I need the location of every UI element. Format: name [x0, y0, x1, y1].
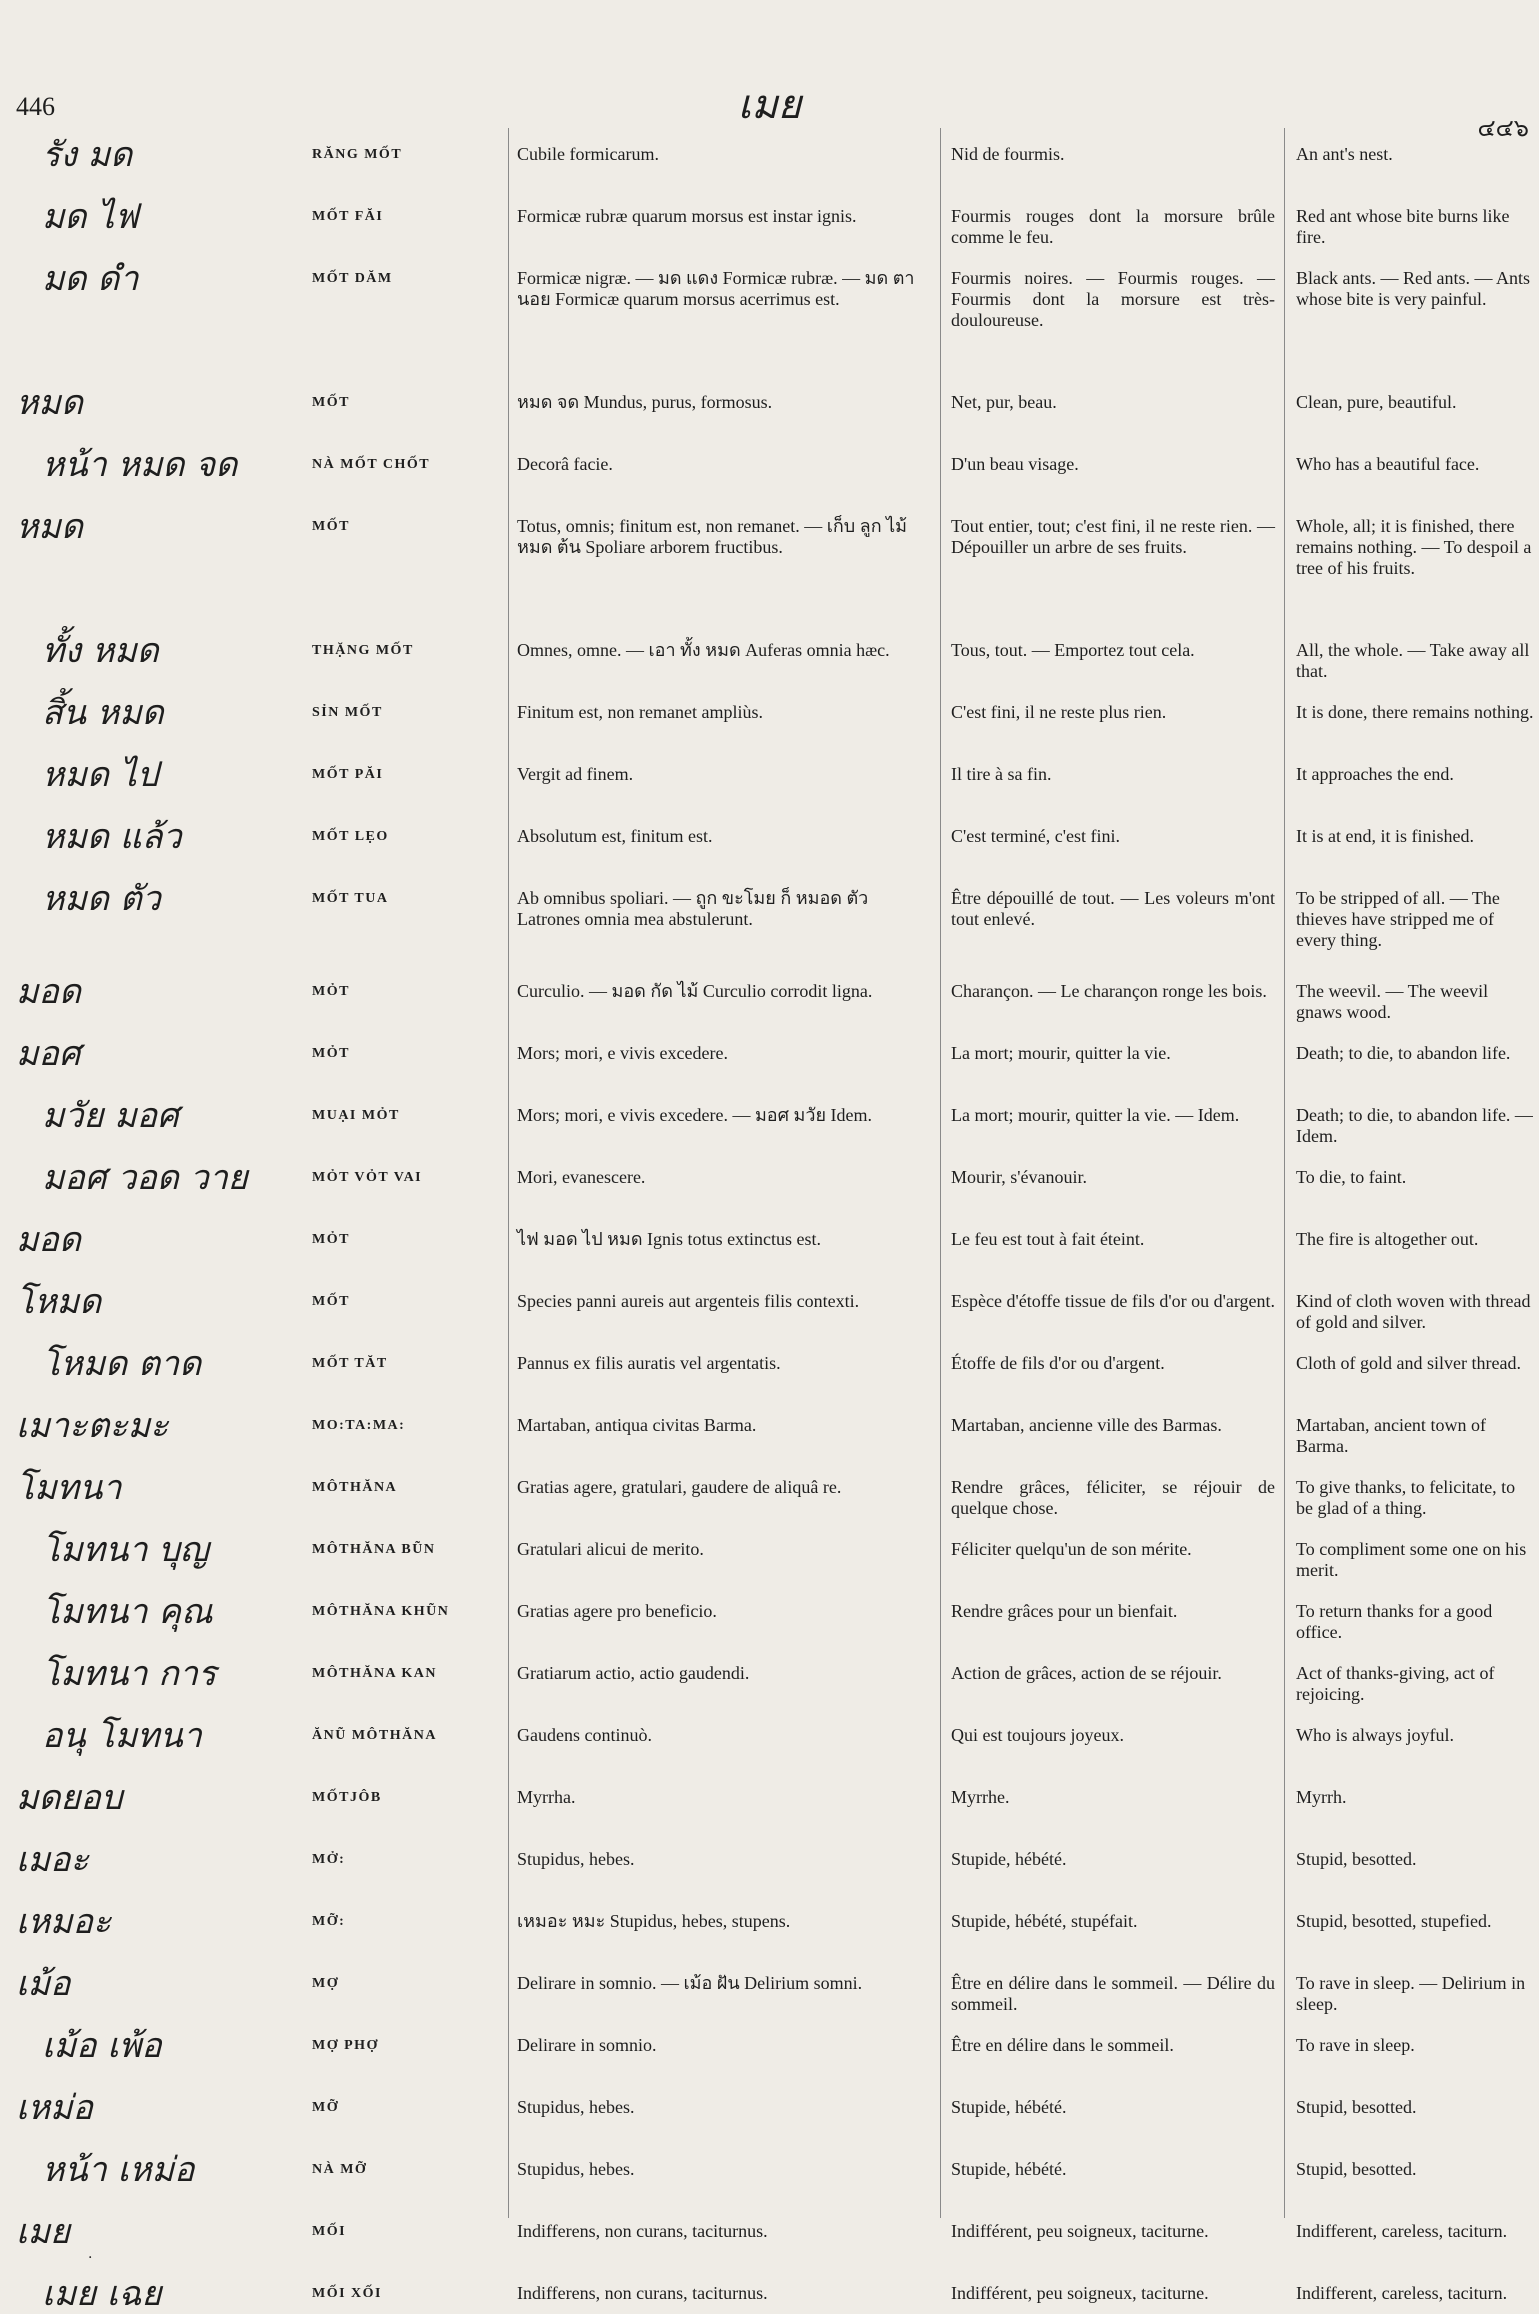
english-definition: Stupid, besotted.	[1296, 1849, 1417, 1869]
english-definition: It is done, there remains nothing.	[1296, 702, 1534, 722]
latin-definition: Mors; mori, e vivis excedere. — มอศ มวัย Idem.	[517, 1105, 873, 1125]
french-definition: Qui est toujours joyeux.	[951, 1725, 1124, 1745]
romanization: NÀ MỠ	[312, 2162, 368, 2177]
latin-definition: Delirare in somnio. — เม้อ ฝัน Delirium somni.	[517, 1973, 863, 1993]
english-definition: Indifferent, careless, taciturn.	[1296, 2221, 1508, 2241]
romanization: MỐT LẸO	[312, 829, 389, 844]
romanization: MỐT	[312, 395, 350, 410]
page-header-title: เมย	[737, 82, 802, 128]
thai-headword: โมทนา การ	[42, 1654, 217, 1694]
french-definition: Stupide, hébété.	[951, 2097, 1067, 2117]
english-definition: Stupid, besotted, stupefied.	[1296, 1911, 1492, 1931]
english-definition: Kind of cloth woven with thread of gold and silver.	[1296, 1291, 1531, 1332]
french-definition: Rendre grâces pour un bienfait.	[951, 1601, 1178, 1621]
english-definition: Who has a beautiful face.	[1296, 454, 1480, 474]
french-definition: Espèce d'étoffe tissue de fils d'or ou d'argent.	[951, 1291, 1275, 1311]
latin-definition: Indifferens, non curans, taciturnus.	[517, 2283, 768, 2303]
english-definition: To compliment some one on his merit.	[1296, 1539, 1527, 1580]
latin-definition: Gaudens continuò.	[517, 1725, 652, 1745]
thai-headword: มอด	[16, 1220, 81, 1260]
thai-headword: อนุ โมทนา	[42, 1716, 202, 1756]
french-definition: Myrrhe.	[951, 1787, 1010, 1807]
latin-definition: Decorâ facie.	[517, 454, 613, 474]
thai-headword: เมอะ	[16, 1840, 89, 1880]
thai-headword: มอศ	[16, 1034, 81, 1074]
english-definition: To rave in sleep. — Delirium in sleep.	[1296, 1973, 1526, 2014]
french-definition: Tous, tout. — Emportez tout cela.	[951, 640, 1195, 660]
column-divider-french	[940, 128, 941, 2218]
latin-definition: Stupidus, hebes.	[517, 1849, 635, 1869]
column-divider-english	[1284, 128, 1285, 2218]
english-definition: The fire is altogether out.	[1296, 1229, 1479, 1249]
french-definition: Être en délire dans le sommeil.	[951, 2035, 1174, 2055]
latin-definition: Omnes, omne. — เอา ทั้ง หมด Auferas omnia hæc.	[517, 640, 890, 660]
latin-definition: Species panni aureis aut argenteis filis contexti.	[517, 1291, 860, 1311]
french-definition: Martaban, ancienne ville des Barmas.	[951, 1415, 1222, 1435]
french-definition: Féliciter quelqu'un de son mérite.	[951, 1539, 1192, 1559]
romanization: MÔTHĂNA	[312, 1480, 398, 1495]
latin-definition: Gratias agere pro beneficio.	[517, 1601, 717, 1621]
thai-headword: เม้อ เพ้อ	[42, 2026, 162, 2066]
romanization: MỠ	[312, 2100, 340, 2115]
romanization: MÔTHĂNA KHŨN	[312, 1604, 450, 1619]
thai-headword: โมทนา	[16, 1468, 122, 1508]
french-definition: Être en délire dans le sommeil. — Délire du sommeil.	[951, 1973, 1275, 2014]
romanization: RĂNG MỐT	[312, 147, 403, 162]
latin-definition: Ab omnibus spoliari. — ถูก ขะโมย ก็ หมอด ตัว Latrones omnia mea abstulerunt.	[517, 888, 869, 929]
latin-definition: Indifferens, non curans, taciturnus.	[517, 2221, 768, 2241]
latin-definition: Mors; mori, e vivis excedere.	[517, 1043, 728, 1063]
french-definition: D'un beau visage.	[951, 454, 1079, 474]
romanization: MỐT DĂM	[312, 271, 393, 286]
thai-headword: มอศ วอด วาย	[42, 1158, 248, 1198]
latin-definition: Pannus ex filis auratis vel argentatis.	[517, 1353, 781, 1373]
thai-headword: มดยอบ	[16, 1778, 123, 1818]
romanization: MỎT	[312, 984, 350, 999]
page-mark: ๔๔๖	[1477, 116, 1529, 142]
romanization: MỠ:	[312, 1914, 346, 1929]
romanization: MỐI XỐI	[312, 2286, 382, 2301]
latin-definition: Gratias agere, gratulari, gaudere de aliquâ re.	[517, 1477, 842, 1497]
column-divider-latin	[508, 128, 509, 2218]
english-definition: To rave in sleep.	[1296, 2035, 1415, 2055]
latin-definition: Curculio. — มอด กัด ไม้ Curculio corrodit ligna.	[517, 981, 873, 1001]
romanization: MỐT	[312, 1294, 350, 1309]
english-definition: Stupid, besotted.	[1296, 2097, 1417, 2117]
thai-headword: เหม่อ	[16, 2088, 93, 2128]
french-definition: Rendre grâces, féliciter, se réjouir de quelque chose.	[951, 1477, 1275, 1518]
thai-headword: มอด	[16, 972, 81, 1012]
thai-headword: โหมด	[16, 1282, 102, 1322]
latin-definition: Mori, evanescere.	[517, 1167, 646, 1187]
thai-headword: หมด ไป	[42, 755, 159, 795]
thai-headword: เมย เฉย	[42, 2274, 162, 2314]
latin-definition: Stupidus, hebes.	[517, 2097, 635, 2117]
thai-headword: รัง มด	[42, 135, 133, 175]
thai-headword: เม้อ	[16, 1964, 71, 2004]
english-definition: Martaban, ancient town of Barma.	[1296, 1415, 1486, 1456]
french-definition: Charançon. — Le charançon ronge les bois.	[951, 981, 1267, 1001]
english-definition: The weevil. — The weevil gnaws wood.	[1296, 981, 1489, 1022]
latin-definition: Cubile formicarum.	[517, 144, 659, 164]
romanization: MỎT	[312, 1046, 350, 1061]
french-definition: La mort; mourir, quitter la vie.	[951, 1043, 1171, 1063]
french-definition: Le feu est tout à fait éteint.	[951, 1229, 1145, 1249]
latin-definition: Gratulari alicui de merito.	[517, 1539, 704, 1559]
latin-definition: Stupidus, hebes.	[517, 2159, 635, 2179]
latin-definition: Absolutum est, finitum est.	[517, 826, 713, 846]
english-definition: To give thanks, to felicitate, to be glad of a thing.	[1296, 1477, 1516, 1518]
latin-definition: Formicæ rubræ quarum morsus est instar ignis.	[517, 206, 857, 226]
french-definition: Stupide, hébété.	[951, 2159, 1067, 2179]
french-definition: Stupide, hébété, stupéfait.	[951, 1911, 1138, 1931]
romanization: MỞ:	[312, 1852, 346, 1867]
french-definition: Indifférent, peu soigneux, taciturne.	[951, 2283, 1209, 2303]
french-definition: Mourir, s'évanouir.	[951, 1167, 1088, 1187]
romanization: MỐI	[312, 2224, 347, 2239]
french-definition: C'est fini, il ne reste plus rien.	[951, 702, 1167, 722]
thai-headword: มด ดำ	[42, 259, 139, 299]
thai-headword: เมย	[16, 2212, 70, 2252]
stray-mark: ·	[88, 2250, 93, 2266]
french-definition: Nid de fourmis.	[951, 144, 1065, 164]
french-definition: Étoffe de fils d'or ou d'argent.	[951, 1353, 1165, 1373]
english-definition: Who is always joyful.	[1296, 1725, 1454, 1745]
english-definition: Stupid, besotted.	[1296, 2159, 1417, 2179]
thai-headword: หมด	[16, 383, 83, 423]
thai-headword: หมด	[16, 507, 83, 547]
latin-definition: Delirare in somnio.	[517, 2035, 657, 2055]
french-definition: Net, pur, beau.	[951, 392, 1057, 412]
latin-definition: Gratiarum actio, actio gaudendi.	[517, 1663, 750, 1683]
english-definition: To return thanks for a good office.	[1296, 1601, 1493, 1642]
latin-definition: Martaban, antiqua civitas Barma.	[517, 1415, 757, 1435]
french-definition: La mort; mourir, quitter la vie. — Idem.	[951, 1105, 1240, 1125]
english-definition: Death; to die, to abandon life.	[1296, 1043, 1511, 1063]
english-definition: Cloth of gold and silver thread.	[1296, 1353, 1521, 1373]
latin-definition: Totus, omnis; finitum est, non remanet. — เก็บ ลูก ไม้ หมด ต้น Spoliare arborem fructibus.	[517, 516, 908, 557]
latin-definition: Formicæ nigræ. — มด แดง Formicæ rubræ. — มด ตา นอย Formicæ quarum morsus acerrimus est.	[517, 268, 915, 309]
english-definition: Black ants. — Red ants. — Ants whose bite is very painful.	[1296, 268, 1530, 309]
latin-definition: หมด จด Mundus, purus, formosus.	[517, 392, 773, 412]
romanization: MÔTHĂNA BŨN	[312, 1542, 436, 1557]
thai-headword: โมทนา คุณ	[42, 1592, 213, 1632]
romanization: ĂNŨ MÔTHĂNA	[312, 1728, 437, 1743]
thai-headword: สิ้น หมด	[42, 693, 164, 733]
romanization: MỢ	[312, 1976, 340, 1991]
english-definition: Myrrh.	[1296, 1787, 1347, 1807]
english-definition: All, the whole. — Take away all that.	[1296, 640, 1530, 681]
page-number: 446	[16, 92, 55, 121]
english-definition: Indifferent, careless, taciturn.	[1296, 2283, 1508, 2303]
romanization: MỐT PĂI	[312, 767, 384, 782]
latin-definition: Myrrha.	[517, 1787, 576, 1807]
latin-definition: Finitum est, non remanet ampliùs.	[517, 702, 763, 722]
english-definition: An ant's nest.	[1296, 144, 1393, 164]
french-definition: Action de grâces, action de se réjouir.	[951, 1663, 1222, 1683]
english-definition: To be stripped of all. — The thieves have stripped me of every thing.	[1296, 888, 1500, 950]
romanization: NÀ MỐT CHỐT	[312, 457, 431, 472]
romanization: MỐT	[312, 519, 350, 534]
french-definition: Être dépouillé de tout. — Les voleurs m'ont tout enlevé.	[951, 888, 1275, 929]
english-definition: Act of thanks-giving, act of rejoicing.	[1296, 1663, 1495, 1704]
romanization: MỐT TUA	[312, 891, 389, 906]
french-definition: Fourmis rouges dont la morsure brûle comme le feu.	[951, 206, 1275, 247]
english-definition: It is at end, it is finished.	[1296, 826, 1474, 846]
english-definition: Red ant whose bite burns like fire.	[1296, 206, 1510, 247]
french-definition: Tout entier, tout; c'est fini, il ne reste rien. — Dépouiller un arbre de ses fruits.	[951, 516, 1275, 557]
thai-headword: เหมอะ	[16, 1902, 112, 1942]
thai-headword: หมด ตัว	[42, 879, 161, 919]
thai-headword: หมด แล้ว	[42, 817, 182, 857]
romanization: MỢ PHỢ	[312, 2038, 379, 2053]
thai-headword: ทั้ง หมด	[42, 631, 159, 671]
romanization: SỈN MỐT	[312, 705, 383, 720]
french-definition: Il tire à sa fin.	[951, 764, 1052, 784]
thai-headword: มวัย มอศ	[42, 1096, 179, 1136]
french-definition: C'est terminé, c'est fini.	[951, 826, 1120, 846]
romanization: MỐT FĂI	[312, 209, 384, 224]
thai-headword: เมาะตะมะ	[16, 1406, 169, 1446]
romanization: MỎT VỎT VAI	[312, 1170, 423, 1185]
english-definition: Death; to die, to abandon life. — Idem.	[1296, 1105, 1533, 1146]
english-definition: Whole, all; it is finished, there remains nothing. — To despoil a tree of his fruits.	[1296, 516, 1532, 578]
thai-headword: โมทนา บุญ	[42, 1530, 209, 1570]
french-definition: Indifférent, peu soigneux, taciturne.	[951, 2221, 1209, 2241]
romanization: MỐT TĂT	[312, 1356, 388, 1371]
thai-headword: โหมด ตาด	[42, 1344, 202, 1384]
thai-headword: มด ไฟ	[42, 197, 139, 237]
romanization: MO:TA:MA:	[312, 1418, 406, 1433]
french-definition: Fourmis noires. — Fourmis rouges. — Fourmis dont la morsure est très-douloureuse.	[951, 268, 1275, 330]
thai-headword: หน้า เหม่อ	[42, 2150, 195, 2190]
latin-definition: Vergit ad finem.	[517, 764, 634, 784]
english-definition: To die, to faint.	[1296, 1167, 1407, 1187]
romanization: THẶNG MỐT	[312, 643, 414, 658]
french-definition: Stupide, hébété.	[951, 1849, 1067, 1869]
english-definition: It approaches the end.	[1296, 764, 1454, 784]
latin-definition: ไฟ มอด ไป หมด Ignis totus extinctus est.	[517, 1229, 822, 1249]
thai-headword: หน้า หมด จด	[42, 445, 238, 485]
romanization: MUẠI MỎT	[312, 1108, 400, 1123]
latin-definition: เหมอะ หมะ Stupidus, hebes, stupens.	[517, 1911, 791, 1931]
romanization: MỎT	[312, 1232, 350, 1247]
romanization: MÔTHĂNA KAN	[312, 1666, 437, 1681]
romanization: MỐTJÔB	[312, 1790, 382, 1805]
english-definition: Clean, pure, beautiful.	[1296, 392, 1457, 412]
